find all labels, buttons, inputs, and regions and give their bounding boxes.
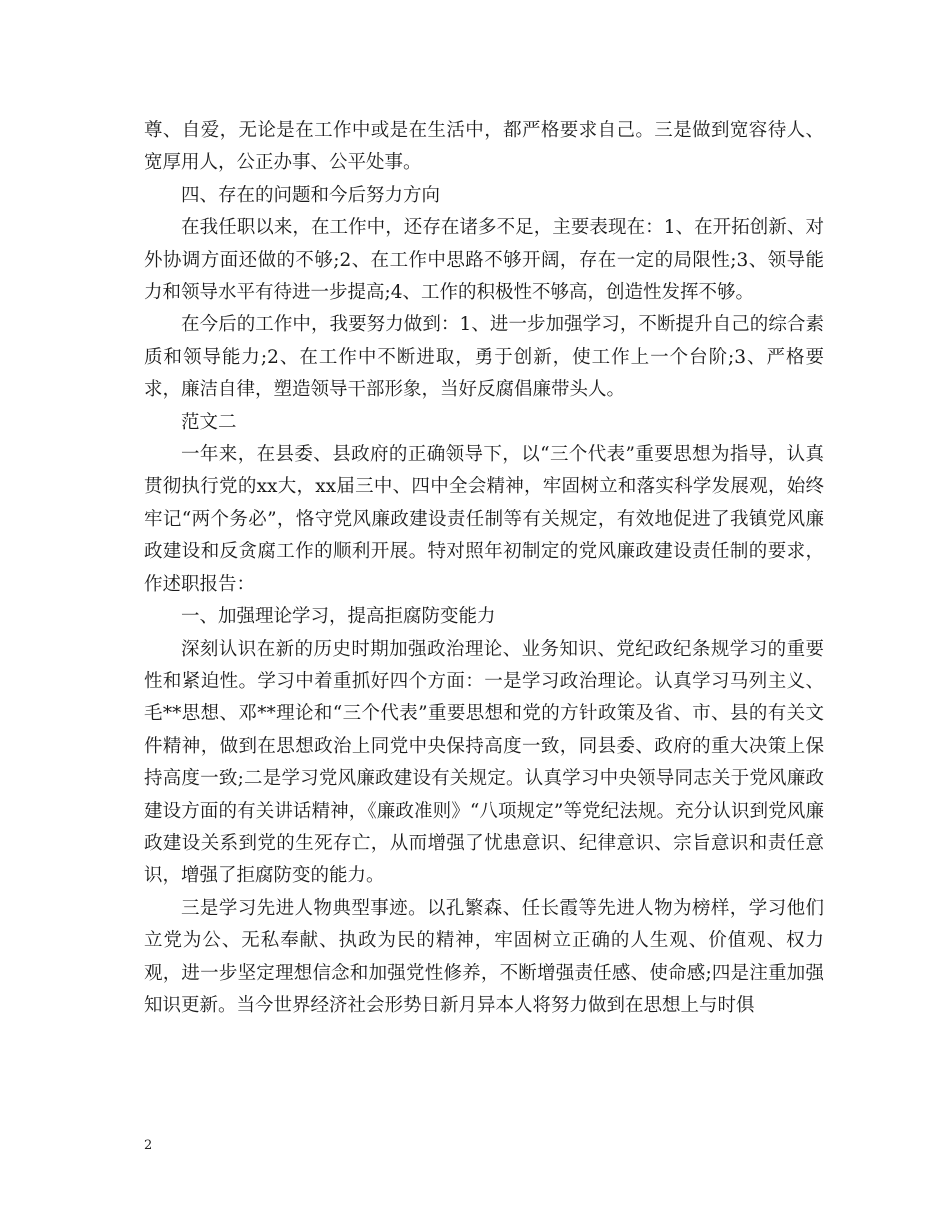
paragraph-future-work: 在今后的工作中，我要努力做到：1、进一步加强学习，不断提升自己的综合素质和领导能力;2、在工作中不断进取，勇于创新，使工作上一个台阶;3、严格要求，廉洁自律，塑造领导干部形象，当好反腐倡廉带头人。	[144, 314, 824, 401]
paragraph-role-models: 三是学习先进人物典型事迹。以孔繁森、任长霞等先进人物为榜样，学习他们立党为公、无私奉献、执政为民的精神，牢固树立正确的人生观、价值观、权力观，进一步坚定理想信念和加强党性修养，不断增强责任感、使命感;四是注重加强知识更新。当今世界经济社会形势日新月异本人将努力做到在思想上与时俱	[144, 897, 824, 1016]
page-number: 2	[144, 1138, 153, 1153]
section-heading-sample-two: 范文二	[181, 411, 237, 433]
section-heading-theory-study: 一、加强理论学习，提高拒腐防变能力	[181, 606, 496, 628]
section-heading-problems: 四、存在的问题和今后努力方向	[181, 184, 441, 206]
document-body	[144, 115, 824, 1022]
paragraph-shortcomings: 在我任职以来，在工作中，还存在诸多不足，主要表现在：1、在开拓创新、对外协调方面还做的不够;2、在工作中思路不够开阔，存在一定的局限性;3、领导能力和领导水平有待进一步提高;4、工作的积极性不够高，创造性发挥不够。	[144, 217, 824, 304]
paragraph-1: 尊、自爱，无论是在工作中或是在生活中，都严格要求自己。三是做到宽容待人、宽厚用人，公正办事、公平处事。	[144, 120, 824, 174]
paragraph-intro: 一年来，在县委、县政府的正确领导下，以“三个代表”重要思想为指导，认真贯彻执行党的xx大，xx届三中、四中全会精神，牢固树立和落实科学发展观，始终牢记“两个务必”，恪守党风廉政建设责任制等有关规定，有效地促进了我镇党风廉政建设和反贪腐工作的顺利开展。特对照年初制定的党风廉政建设责任制的要求，作述职报告：	[144, 444, 824, 595]
paragraph-theory-study: 深刻认识在新的历史时期加强政治理论、业务知识、党纪政纪条规学习的重要性和紧迫性。学习中着重抓好四个方面：一是学习政治理论。认真学习马列主义、毛**思想、邓**理论和“三个代表”重要思想和党的方针政策及省、市、县的有关文件精神，做到在思想政治上同党中央保持高度一致，同县委、政府的重大决策上保持高度一致;二是学习党风廉政建设有关规定。认真学习中央领导同志关于党风廉政建设方面的有关讲话精神，《廉政准则》“八项规定”等党纪法规。充分认识到党风廉政建设关系到党的生死存亡，从而增强了忧患意识、纪律意识、宗旨意识和责任意识，增强了拒腐防变的能力。	[144, 638, 824, 887]
